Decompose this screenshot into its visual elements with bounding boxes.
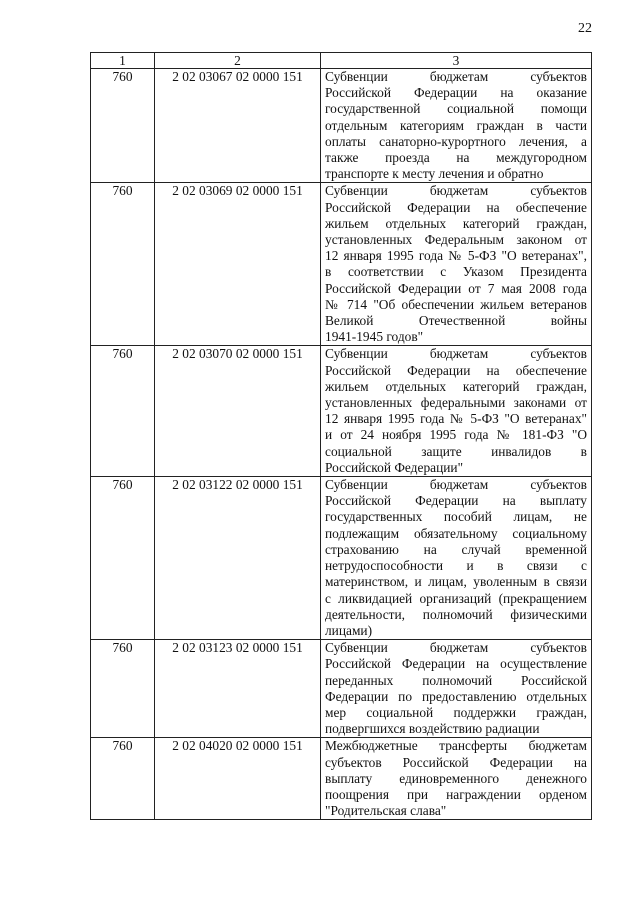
description-line: государственных пособий лицам, не: [325, 509, 587, 525]
budget-table: [90, 52, 592, 820]
description-line: также проезда на междугородном: [325, 150, 587, 166]
description-line: жильем отдельных категорий граждан,: [325, 378, 587, 394]
description-cell: [321, 183, 592, 346]
table-body: [91, 53, 592, 820]
table-row: [91, 738, 592, 820]
description-line: Российской Федерации на осуществление: [325, 656, 587, 672]
description-line: Великой Отечественной войны: [325, 313, 587, 329]
table-row: [91, 183, 592, 346]
description-line: лицами): [325, 622, 373, 638]
description-line: подлежащим обязательному социальному: [325, 525, 587, 541]
description-line: 12 января 1995 года № 5-ФЗ "О ветеранах": [325, 411, 587, 427]
column-header-2: 2: [155, 53, 321, 69]
column-header-3: 3: [321, 53, 592, 69]
description-line: установленных Федеральным законом от: [325, 232, 587, 248]
description-line: с ликвидацией организаций (прекращением: [325, 590, 587, 606]
description-line: мер социальной поддержки граждан,: [325, 704, 587, 720]
description-line: Российской Федерации от 7 мая 2008 года: [325, 280, 587, 296]
income-code-cell: 2 02 04020 02 0000 151: [155, 738, 321, 820]
description-line: Субвенции бюджетам субъектов: [325, 183, 587, 199]
income-code-cell: 2 02 03122 02 0000 151: [155, 477, 321, 640]
description-line: переданных полномочий Российской: [325, 672, 587, 688]
table-row: [91, 346, 592, 477]
page-number: 22: [578, 21, 592, 36]
description-line: Российской Федерации": [325, 459, 464, 475]
description-line: № 714 "Об обеспечении жильем ветеранов: [325, 296, 587, 312]
admin-code-cell: 760: [91, 346, 155, 477]
description-line: 1941-1945 годов": [325, 329, 424, 345]
admin-code-cell: 760: [91, 69, 155, 183]
income-code-cell: 2 02 03123 02 0000 151: [155, 640, 321, 738]
description-line: жильем отдельных категорий граждан,: [325, 215, 587, 231]
description-line: Российской Федерации на обеспечение: [325, 362, 587, 378]
description-line: выплату единовременного денежного: [325, 770, 587, 786]
description-line: и от 24 ноября 1995 года № 181-ФЗ "О: [325, 427, 587, 443]
description-line: Субвенции бюджетам субъектов: [325, 69, 587, 84]
description-line: подвергшихся воздействию радиации: [325, 721, 540, 737]
description-line: субъектов Российской Федерации на: [325, 754, 587, 770]
admin-code-cell: 760: [91, 477, 155, 640]
description-line: Российской Федерации на оказание: [325, 85, 587, 101]
description-line: поощрения при награждении орденом: [325, 786, 587, 802]
admin-code-cell: 760: [91, 640, 155, 738]
description-line: страхованию на случай временной: [325, 541, 587, 557]
description-line: материнством, и лицам, уволенным в связи: [325, 574, 587, 590]
description-line: в соответствии с Указом Президента: [325, 264, 587, 280]
column-header-1: 1: [91, 53, 155, 69]
description-line: Межбюджетные трансферты бюджетам: [325, 738, 587, 754]
description-line: деятельности, полномочий физическими: [325, 606, 587, 622]
description-line: Российской Федерации на выплату: [325, 493, 587, 509]
description-line: транспорте к месту лечения и обратно: [325, 166, 544, 182]
description-line: Субвенции бюджетам субъектов: [325, 640, 587, 656]
description-line: социальной защите инвалидов в: [325, 443, 587, 459]
income-code-cell: 2 02 03070 02 0000 151: [155, 346, 321, 477]
description-line: отдельным категориям граждан в части: [325, 117, 587, 133]
description-line: установленных федеральными законами от: [325, 395, 587, 411]
table-row: [91, 640, 592, 738]
admin-code-cell: 760: [91, 738, 155, 820]
income-code-cell: 2 02 03069 02 0000 151: [155, 183, 321, 346]
description-cell: [321, 640, 592, 738]
description-line: нетрудоспособности и в связи с: [325, 558, 587, 574]
description-line: Субвенции бюджетам субъектов: [325, 477, 587, 493]
description-line: Российской Федерации на обеспечение: [325, 199, 587, 215]
description-cell: [321, 738, 592, 820]
description-cell: [321, 69, 592, 183]
description-line: оплаты санаторно-курортного лечения, а: [325, 133, 587, 149]
admin-code-cell: 760: [91, 183, 155, 346]
description-line: Федерации по предоставлению отдельных: [325, 688, 587, 704]
description-line: государственной социальной помощи: [325, 101, 587, 117]
income-code-cell: 2 02 03067 02 0000 151: [155, 69, 321, 183]
description-line: 12 января 1995 года № 5-ФЗ "О ветеранах",: [325, 248, 587, 264]
table-row: [91, 477, 592, 640]
description-line: "Родительская слава": [325, 803, 447, 819]
table-header-row: [91, 53, 592, 69]
description-cell: [321, 477, 592, 640]
description-line: Субвенции бюджетам субъектов: [325, 346, 587, 362]
description-cell: [321, 346, 592, 477]
table-row: [91, 69, 592, 183]
